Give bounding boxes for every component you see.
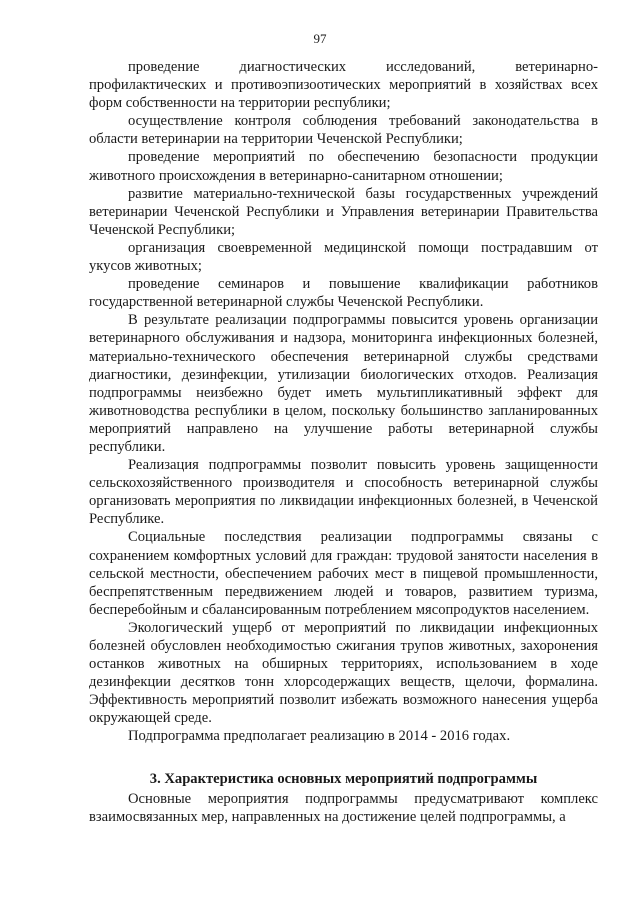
paragraph-main-activities: Основные мероприятия подпрограммы предусматривают комплекс взаимосвязанных мер, направленных на достижение целей подпрограммы, а — [89, 790, 598, 825]
paragraph-protection: Реализация подпрограммы позволит повысить уровень защищенности сельскохозяйственного производителя и способность ветеринарной службы организовать мероприятия по ликвидации инфекционных болезней, в Чеченской Республике. — [89, 457, 598, 528]
list-item-control: осуществление контроля соблюдения требований законодательства в области ветеринарии на территории Чеченской Республики; — [89, 113, 598, 148]
section-heading: 3. Характеристика основных мероприятий подпрограммы — [149, 770, 538, 787]
paragraph-timeline: Подпрограмма предполагает реализацию в 2014 - 2016 годах. — [128, 728, 511, 745]
paragraph-ecology: Экологический ущерб от мероприятий по ликвидации инфекционных болезней обусловлен необходимостью сжигания трупов животных, захоронения останков животных на обширных территориях, использованием в ходе дезинфекции десятков тонн хлорсодержащих веществ, щелочи, формалина. Эффективность мероприятий позволит избежать возможного нанесения ущерба окружающей среде. — [89, 619, 598, 727]
document-body — [89, 58, 598, 826]
list-item-diagnostics: проведение диагностических исследований, ветеринарно-профилактических и противоэпизоотических мероприятий в хозяйствах всех форм собственности на территории республики; — [89, 59, 598, 112]
page-number: 97 — [313, 31, 327, 46]
list-item-infrastructure: развитие материально-технической базы государственных учреждений ветеринарии Чеченской Республики и Управления ветеринарии Правительства Чеченской Республики; — [89, 185, 598, 238]
paragraph-results: В результате реализации подпрограммы повысится уровень организации ветеринарного обслуживания и надзора, мониторинга инфекционных болезней, материально-технического обеспечения ветеринарной службы средствами диагностики, дезинфекции, утилизации биологических отходов. Реализация подпрограммы неизбежно будет иметь мультипликативный эффект для животноводства республики в целом, поскольку большинство запланированных мероприятий направлено на улучшение работы ветеринарной службы республики. — [89, 312, 598, 455]
list-item-seminars: проведение семинаров и повышение квалификации работников государственной ветеринарной службы Чеченской Республики. — [89, 276, 598, 311]
paragraph-social: Социальные последствия реализации подпрограммы связаны с сохранением комфортных условий для граждан: трудовой занятости населения в сельской местности, обеспечением рабочих мест в пищевой промышленности, беспрепятственным передвижением людей и товаров, развитием туризма, бесперебойным и сбалансированным потреблением мясопродуктов населением. — [89, 529, 598, 618]
list-item-food-safety: проведение мероприятий по обеспечению безопасности продукции животного происхождения в ветеринарно-санитарном отношении; — [89, 149, 598, 184]
list-item-medical-aid: организация своевременной медицинской помощи пострадавшим от укусов животных; — [89, 239, 598, 275]
